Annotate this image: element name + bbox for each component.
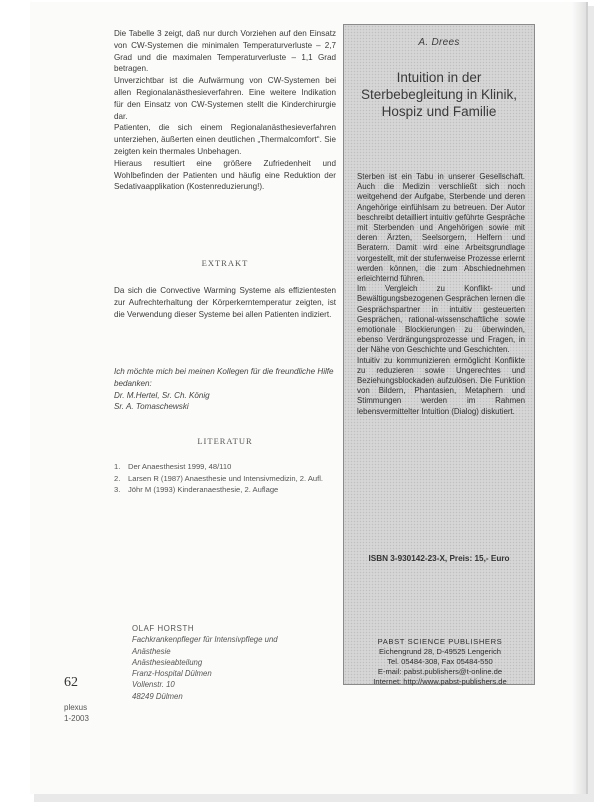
acknowledgement-line: Ich möchte mich bei meinen Kollegen für die freundliche Hilfe bedanken:	[114, 367, 334, 388]
reference-number: 1.	[114, 462, 121, 471]
author-line: Anästhesieabteilung	[132, 657, 203, 667]
acknowledgement-line: Sr. A. Tomaschewski	[114, 402, 189, 412]
body-paragraph: Patienten, die sich einem Regionalanästhesieverfahren unterziehen, äußerten einen deutlichen „Thermalcomfort“. Sie zeigten kein thermales Unbehagen.	[114, 123, 336, 156]
reference-number: 2.	[114, 473, 121, 483]
page-fold-shade	[572, 2, 586, 794]
extrakt-heading: EXTRAKT	[201, 258, 249, 268]
reference-list	[114, 462, 336, 497]
publisher-email: E-mail: pabst.publishers@t-online.de	[377, 667, 503, 676]
author-line: 48249 Dülmen	[132, 691, 183, 701]
ad-isbn-price: ISBN 3-930142-23-X, Preis: 15,- Euro	[368, 554, 510, 563]
ad-title-line: Intuition in der	[396, 70, 482, 85]
body-paragraph: Hieraus resultiert eine größere Zufriedenheit und Wohlbefinden der Patienten und häufig eine Reduktion der Sedativaapplikation (Kostenreduzierung!).	[114, 158, 336, 192]
author-line: Vollenstr. 10	[132, 680, 175, 690]
publisher-name: PABST SCIENCE PUBLISHERS	[377, 637, 503, 646]
ad-paragraph: Im Vergleich zu Konflikt- und Bewältigungsbezogenen Gesprächen lernen die Gesprächspartner in intuitiv gesteuerten Gesprächen, rational-wissenschaftliche sowie emotionale Blockierungen zu überwinden, ebenso Verdrängungsprozesse und Fragen, in der Nähe von Geschichte und Geschichten.	[357, 284, 526, 355]
literatur-heading: LITERATUR	[197, 436, 253, 446]
reference-item	[114, 462, 336, 473]
author-line: Anästhesie	[132, 646, 171, 656]
ad-paragraph: Sterben ist ein Tabu in unserer Gesellschaft. Auch die Medizin verschließt sich noch weitgehend der Aufgabe, Sterbende und deren Angehörige einfühlsam zu betreuen. Der Autor beschreibt detailliert intuitiv geführte Gespräche mit Sterbenden und Angehörigen sowie mit deren Ärzten, Seelsorgern, Helfern und Beratern. Damit wird eine Arbeitsgrundlage vorgestellt, mit der stufenweise Prozesse erlernt werden können, die zum Abschiednehmen erleichternd führen.	[357, 172, 525, 284]
reference-item	[114, 485, 336, 496]
extrakt-text: Da sich die Convective Warming Systeme als effizientesten zur Aufrechterhaltung der Körperkerntemperatur zeigten, ist die Verwendung dieser Systeme bei allen Patienten indiziert.	[114, 286, 336, 319]
author-line: Franz-Hospital Dülmen	[132, 669, 212, 679]
author-line: Fachkrankenpfleger für Intensivpflege und	[132, 635, 278, 645]
body-paragraph: Die Tabelle 3 zeigt, daß nur durch Vorziehen auf den Einsatz von CW-Systemen die minimalen Temperaturverluste – 2,7 Grad und die maximalen Temperaturverluste – 1,1 Grad betragen.	[114, 29, 336, 74]
author-name: OLAF HORSTH	[132, 624, 195, 633]
publisher-block	[352, 637, 528, 687]
acknowledgement-line: Dr. M.Hertel, Sr. Ch. König	[114, 390, 210, 400]
book-advertisement	[343, 24, 535, 685]
author-address	[132, 623, 342, 702]
reference-number: 3.	[114, 485, 121, 495]
reference-text: Der Anaesthesist 1999, 48/110	[128, 462, 232, 471]
ad-description	[357, 172, 525, 417]
journal-issue: 1-2003	[64, 714, 89, 723]
ad-paragraph: Intuitiv zu kommunizieren ermöglicht Konflikte zu reduzieren sowie Ungerechtes und Beziehungsblockaden aufzulösen. Die Funktion von Bildern, Phantasien, Metaphern und Stimmungen werden im Rahmen lebensvermittelter Intuition (Dialog) diskutiert.	[357, 355, 525, 416]
ad-title-line: Sterbebegleitung in Klinik,	[360, 87, 518, 102]
publisher-line: Tel. 05484-308, Fax 05484-550	[387, 657, 493, 666]
journal-name: plexus	[64, 703, 88, 712]
ad-author: A. Drees	[418, 37, 460, 48]
reference-text: Larsen R (1987) Anaesthesie und Intensivmedizin, 2. Aufl.	[128, 473, 324, 483]
ad-title-line: Hospiz und Familie	[381, 104, 497, 119]
body-text-column	[114, 28, 336, 193]
reference-item	[114, 474, 336, 485]
publisher-line: Eichengrund 28, D-49525 Lengerich	[378, 647, 501, 656]
reference-text: Jöhr M (1993) Kinderanaesthesie, 2. Auflage	[128, 485, 279, 495]
publisher-website: Internet: http://www.pabst-publishers.de	[373, 677, 507, 686]
body-paragraph: Unverzichtbar ist die Aufwärmung von CW-Systemen bei allen Regionalanästhesieverfahren. Eine weitere Indikation für den Einsatz von CW-Systemen stellt die Kinderchirurgie dar.	[114, 76, 336, 121]
ad-title	[344, 69, 534, 120]
acknowledgements	[114, 366, 336, 413]
page-number: 62	[64, 675, 78, 690]
journal-info	[64, 702, 89, 724]
